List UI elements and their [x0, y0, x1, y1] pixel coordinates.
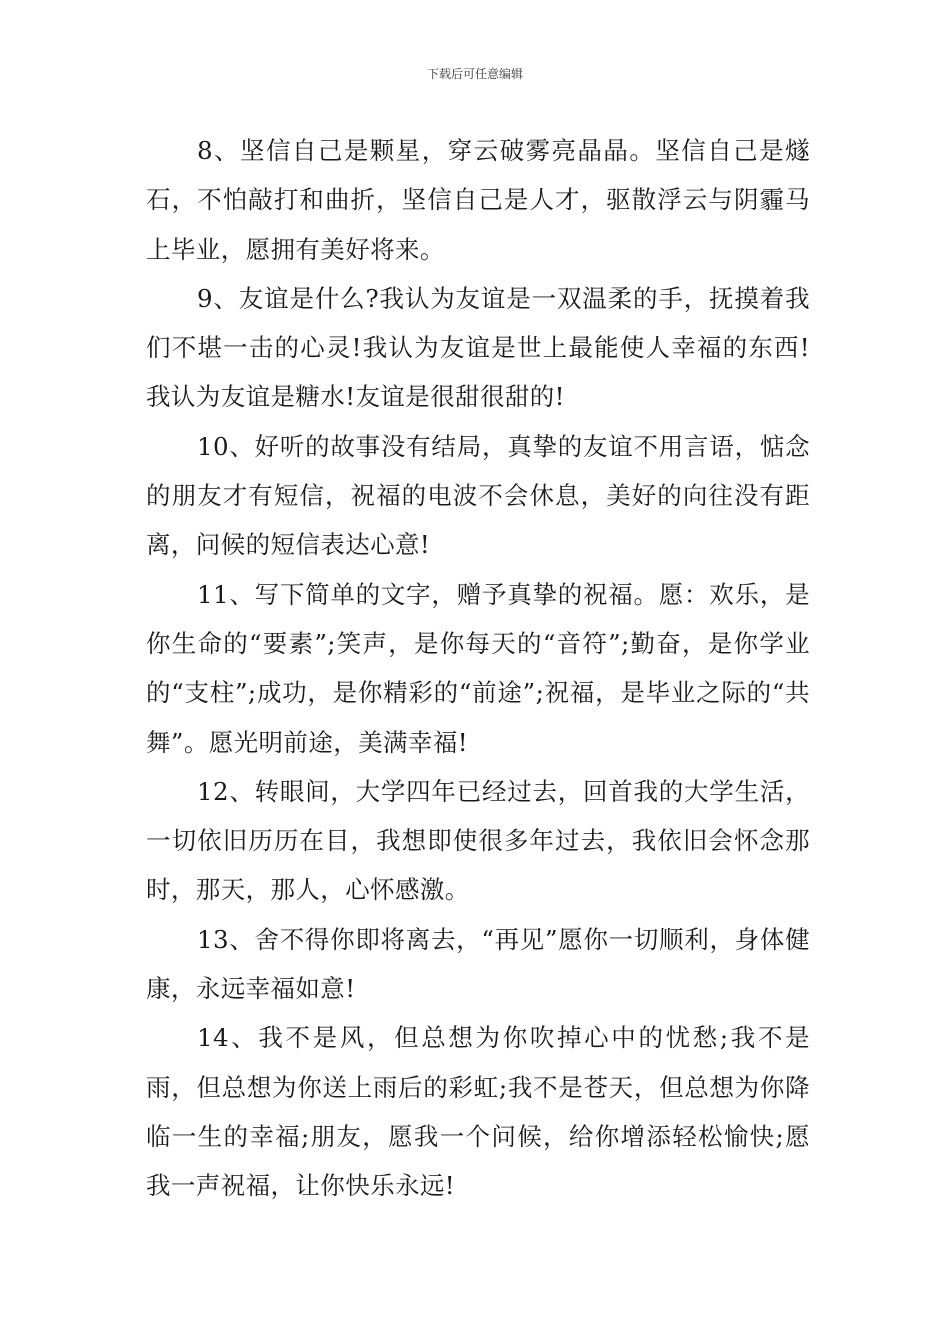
page-header: 下载后可任意编辑: [426, 67, 523, 81]
paragraph-11: 11、写下简单的文字，赠予真挚的祝福。愿：欢乐，是你生命的“要素”;笑声，是你每天的“音符”;勤奋，是你学业的“支柱”;成功，是你精彩的“前途”;祝福，是毕业之际的“共舞”。愿光明前途，美满幸福!: [146, 579, 810, 757]
paragraph-8: 8、坚信自己是颗星，穿云破雾亮晶晶。坚信自己是燧石，不怕敲打和曲折，坚信自己是人才，驱散浮云与阴霾马上毕业，愿拥有美好将来。: [146, 136, 810, 264]
paragraph-12: 12、转眼间，大学四年已经过去，回首我的大学生活，一切依旧历历在目，我想即使很多年过去，我依旧会怀念那时，那天，那人，心怀感激。: [146, 776, 810, 905]
paragraph-14: 14、我不是风，但总想为你吹掉心中的忧愁;我不是雨，但总想为你送上雨后的彩虹;我不是苍天，但总想为你降临一生的幸福;朋友，愿我一个问候，给你增添轻松愉快;愿我一声祝福，让你快乐永远!: [146, 1023, 810, 1201]
document-body: [146, 126, 810, 1211]
paragraph-9: 9、友谊是什么?我认为友谊是一双温柔的手，抚摸着我们不堪一击的心灵!我认为友谊是世上最能使人幸福的东西!我认为友谊是糖水!友谊是很甜很甜的!: [146, 283, 810, 412]
paragraph-10: 10、好听的故事没有结局，真挚的友谊不用言语，惦念的朋友才有短信，祝福的电波不会休息，美好的向往没有距离，问候的短信表达心意!: [146, 431, 810, 560]
paragraph-13: 13、舍不得你即将离去，“再见”愿你一切顺利，身体健康，永远幸福如意!: [146, 924, 810, 1004]
